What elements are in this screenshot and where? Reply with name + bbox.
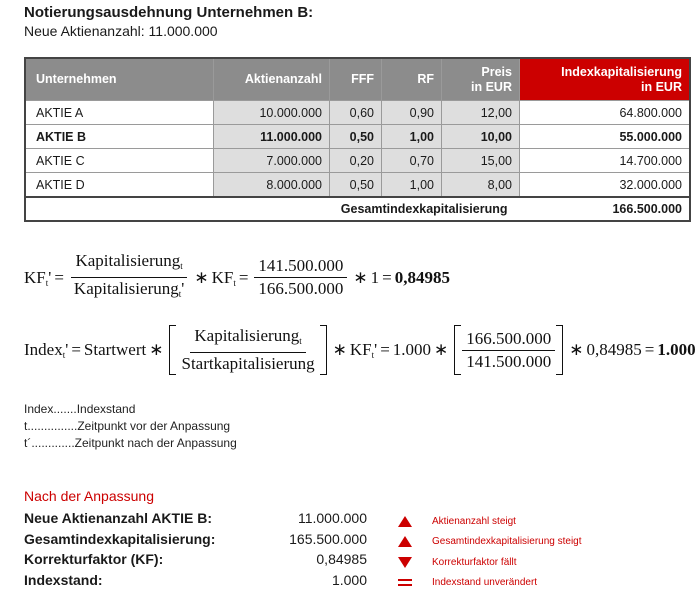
after-adjustment-summary	[24, 508, 367, 590]
cell-fff: 0,60	[330, 101, 382, 125]
f2-times-4: ∗	[569, 340, 584, 359]
table-total-row	[25, 197, 690, 221]
cell-cap: 14.700.000	[520, 149, 691, 173]
cell-shares: 7.000.000	[214, 149, 330, 173]
f2-fraction-values	[462, 329, 555, 372]
f1-times: ∗	[194, 267, 209, 287]
note-item	[396, 511, 582, 532]
cell-fff: 0,50	[330, 173, 382, 198]
header-capitalization	[520, 58, 691, 101]
header-price-line2: in EUR	[471, 79, 512, 94]
f2-kf: $KF_t'$	[349, 340, 378, 360]
summary-row	[24, 529, 367, 550]
summary-label: Korrekturfaktor (KF):	[24, 551, 164, 568]
cell-rf: 1,00	[382, 173, 442, 198]
f1-equals: =	[54, 267, 64, 287]
f2-bracket-values	[454, 325, 563, 375]
f1-factor: 1	[370, 267, 380, 287]
summary-row	[24, 549, 367, 570]
cell-company: AKTIE C	[25, 149, 214, 173]
header-rf: RF	[382, 58, 442, 101]
summary-row	[24, 570, 367, 591]
cell-company: AKTIE B	[25, 125, 214, 149]
f1-num-value: 141.500.000	[254, 256, 347, 278]
summary-label: Neue Aktienanzahl AKTIE B:	[24, 510, 212, 527]
correction-factor-formula	[24, 251, 450, 304]
f1-times-2: ∗	[353, 267, 368, 287]
cell-cap: 64.800.000	[520, 101, 691, 125]
f1-equals-3: =	[382, 267, 392, 287]
note-item	[396, 532, 582, 553]
note-text: Korrekturfaktor fällt	[432, 556, 517, 568]
f2-result: 1.000	[657, 340, 696, 359]
triangle-up-icon	[398, 516, 412, 527]
f2-times: ∗	[149, 340, 164, 359]
summary-row	[24, 508, 367, 529]
cell-rf: 1,00	[382, 125, 442, 149]
note-item	[396, 552, 582, 573]
header-price	[442, 58, 520, 101]
summary-value: 1.000	[331, 571, 367, 588]
cell-shares: 10.000.000	[214, 101, 330, 125]
cell-fff: 0,50	[330, 125, 382, 149]
change-notes	[396, 511, 582, 593]
f1-result: 0,84985	[394, 267, 451, 287]
table-row	[25, 173, 690, 198]
legend-item: t´.............Zeitpunkt nach der Anpassung	[24, 436, 237, 450]
f1-fraction-values	[254, 256, 347, 299]
legend-item: t...............Zeitpunkt vor der Anpassung	[24, 419, 231, 433]
triangle-up-icon	[398, 536, 412, 547]
f1-denominator: Kapitalisierung$_t$'	[73, 279, 185, 299]
f2-kf-value: 0,84985	[586, 340, 642, 359]
header-company: Unternehmen	[25, 58, 214, 101]
f1-den-value: 166.500.000	[258, 279, 344, 298]
header-shares: Aktienanzahl	[214, 58, 330, 101]
f2-den-value: 141.500.000	[466, 351, 552, 371]
f1-lhs: $KF_t'$	[24, 267, 52, 288]
f2-times-2: ∗	[332, 340, 347, 359]
f1-numerator: Kapitalisierung$_t$	[71, 251, 186, 278]
cell-company: AKTIE D	[25, 173, 214, 198]
cell-cap: 32.000.000	[520, 173, 691, 198]
legend-item: Index.......Indexstand	[24, 402, 136, 416]
cell-price: 15,00	[442, 149, 520, 173]
summary-label: Indexstand:	[24, 571, 103, 588]
note-text: Gesamtindexkapitalisierung steigt	[432, 536, 582, 548]
cell-rf: 0,70	[382, 149, 442, 173]
summary-label: Gesamtindexkapitalisierung:	[24, 530, 216, 547]
summary-value: 0,84985	[316, 551, 367, 568]
table-header-row	[25, 58, 690, 101]
table-row	[25, 101, 690, 125]
capitalization-table	[24, 57, 691, 222]
f2-start: Startwert	[83, 340, 147, 359]
header-fff: FFF	[330, 58, 382, 101]
f2-lhs: Index$_t$'	[24, 340, 69, 360]
after-adjustment-title: Nach der Anpassung	[24, 488, 154, 504]
header-price-line1: Preis	[481, 64, 512, 79]
cell-shares: 8.000.000	[214, 173, 330, 198]
header-cap-line1: Indexkapitalisierung	[561, 64, 682, 79]
symbol-legend	[24, 401, 237, 452]
header-cap-line2: in EUR	[641, 79, 682, 94]
f2-equals: =	[71, 340, 81, 359]
f2-equals-3: =	[644, 340, 655, 359]
f2-denominator: Startkapitalisierung	[181, 354, 315, 373]
table-row	[25, 125, 690, 149]
cell-rf: 0,90	[382, 101, 442, 125]
cell-price: 12,00	[442, 101, 520, 125]
f2-equals-2: =	[380, 340, 390, 359]
cell-cap: 55.000.000	[520, 125, 691, 149]
summary-value: 165.500.000	[289, 530, 367, 547]
cell-fff: 0,20	[330, 149, 382, 173]
index-formula	[24, 325, 696, 375]
cell-shares: 11.000.000	[214, 125, 330, 149]
cell-price: 8,00	[442, 173, 520, 198]
summary-value: 11.000.000	[297, 510, 367, 527]
total-value: 166.500.000	[520, 197, 691, 221]
cell-company: AKTIE A	[25, 101, 214, 125]
f1-fraction-symbolic	[70, 251, 188, 304]
page-title: Notierungsausdehnung Unternehmen B:	[24, 4, 314, 21]
f2-times-3: ∗	[434, 340, 449, 359]
table-row	[25, 149, 690, 173]
f2-numerator: Kapitalisierung$_t$	[190, 326, 305, 353]
f2-fraction-symbolic	[177, 326, 318, 374]
f1-equals-2: =	[238, 267, 249, 287]
f1-kf: $KF_t$	[211, 267, 236, 288]
note-text: Aktienanzahl steigt	[432, 515, 516, 527]
equals-icon	[398, 579, 412, 586]
total-label: Gesamtindexkapitalisierung	[25, 197, 520, 221]
f2-bracket-symbolic	[169, 325, 326, 375]
f2-startval: 1.000	[392, 340, 432, 359]
note-text: Indexstand unverändert	[432, 577, 538, 589]
triangle-down-icon	[398, 557, 412, 568]
cell-price: 10,00	[442, 125, 520, 149]
f2-num-value: 166.500.000	[462, 329, 555, 351]
page-subtitle: Neue Aktienanzahl: 11.000.000	[24, 23, 218, 39]
note-item	[396, 573, 582, 594]
